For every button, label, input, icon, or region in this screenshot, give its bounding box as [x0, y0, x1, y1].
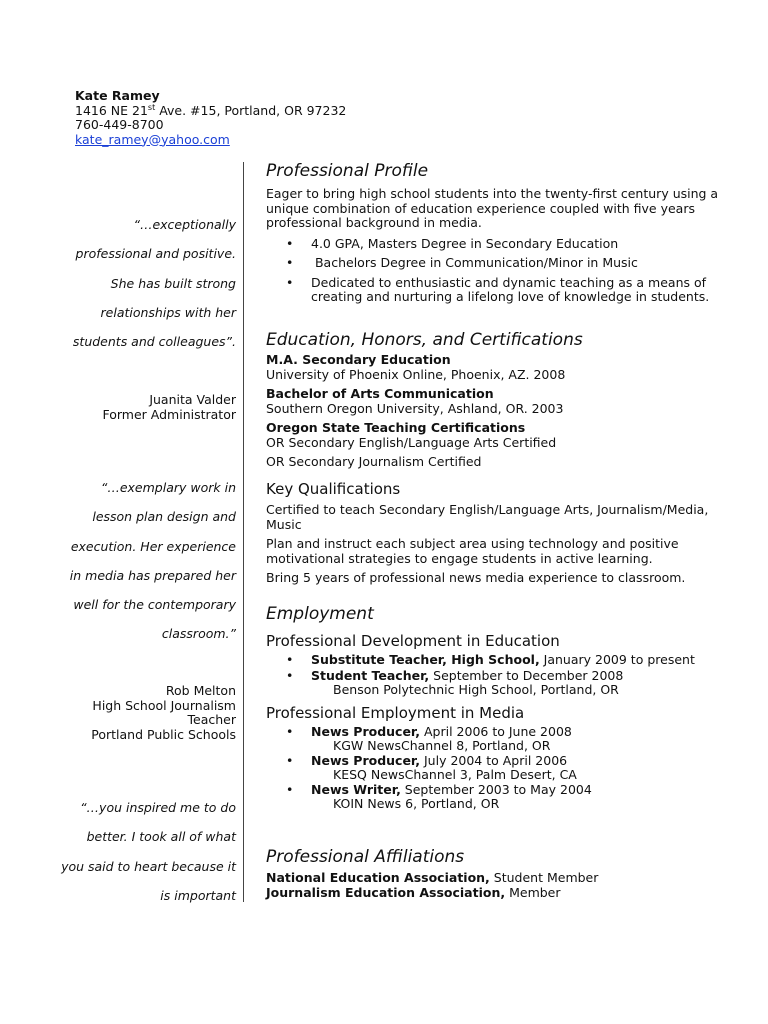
section-title: Education, Honors, and Certifications: [266, 330, 583, 350]
bullet-icon: •: [286, 723, 294, 739]
job-item: [266, 754, 736, 783]
certifications-title: Oregon State Teaching Certifications: [266, 420, 526, 435]
bullet-icon: •: [286, 752, 294, 768]
job-item: [266, 725, 736, 754]
attribution-title: High School Journalism Teacher: [92, 697, 236, 728]
affiliation-role: Member: [505, 884, 561, 900]
affiliations-section: [266, 846, 736, 900]
job-dates: July 2004 to April 2006: [420, 752, 568, 768]
section-title: Professional Profile: [266, 161, 429, 181]
job-role: News Producer,: [311, 723, 421, 739]
job-item: [266, 669, 736, 698]
column-divider: [243, 162, 244, 902]
qualification-item: Certified to teach Secondary English/Language Arts, Journalism/Media, Music: [266, 502, 709, 532]
bullet-icon: •: [286, 235, 294, 251]
attribution-title: Former Administrator: [102, 406, 236, 422]
attribution-org: Portland Public Schools: [91, 727, 236, 743]
bullet-text: 4.0 GPA, Masters Degree in Secondary Education: [311, 235, 619, 251]
media-jobs: [266, 725, 736, 812]
job-dates: September to December 2008: [429, 667, 624, 683]
affiliation-item: [266, 886, 736, 901]
job-item: [266, 653, 736, 668]
address-street: 1416 NE 21: [75, 102, 148, 118]
list-item: [266, 256, 736, 271]
list-item: [266, 237, 736, 252]
degree-title: M.A. Secondary Education: [266, 352, 451, 367]
degree-school: University of Phoenix Online, Phoenix, AZ. 2008: [266, 366, 566, 382]
attribution-name: Rob Melton: [165, 683, 236, 698]
bullet-icon: •: [286, 667, 294, 683]
qualification-item: Plan and instruct each subject area using technology and positive motivational strategies to engage students in active learning.: [266, 536, 679, 566]
qualifications-section: [266, 480, 736, 586]
employment-section: [266, 603, 736, 812]
subsection-title: Professional Employment in Media: [266, 703, 525, 722]
address-rest: Ave. #15, Portland, OR 97232: [155, 102, 347, 118]
bullet-text: Dedicated to enthusiastic and dynamic teaching as a means of creating and nurturing a lifelong love of knowledge in students.: [311, 274, 710, 304]
job-role: News Producer,: [311, 752, 421, 768]
affiliation-org: Journalism Education Association,: [266, 884, 506, 900]
degree-school: Southern Oregon University, Ashland, OR. 2003: [266, 400, 564, 416]
profile-section: [266, 160, 736, 305]
education-jobs: [266, 653, 736, 698]
address-ordinal: st: [147, 102, 156, 112]
testimonial-quote: “…exemplary work in lesson plan design and execution. Her experience in media has prepared her well for the contemporary classroom.”: [69, 480, 236, 642]
job-role: Substitute Teacher, High School,: [311, 652, 540, 667]
bullet-icon: •: [286, 255, 294, 270]
profile-summary: Eager to bring high school students into the twenty-first century using a unique combination of education experience coupled with five years professional background in media.: [266, 186, 719, 230]
phone: 760-449-8700: [75, 117, 164, 132]
qualification-item: Bring 5 years of professional news media experience to classroom.: [266, 570, 686, 585]
certification: OR Secondary English/Language Arts Certified: [266, 434, 557, 450]
job-role: Student Teacher,: [311, 667, 430, 683]
job-place: Benson Polytechnic High School, Portland, OR: [333, 682, 619, 697]
job-place: KESQ NewsChannel 3, Palm Desert, CA: [333, 767, 577, 782]
education-section: [266, 329, 736, 470]
section-title: Professional Affiliations: [266, 847, 465, 867]
email-link[interactable]: kate_ramey@yahoo.com: [75, 131, 230, 147]
subsection-title: Professional Development in Education: [266, 632, 560, 650]
job-item: [266, 783, 736, 812]
degree-title: Bachelor of Arts Communication: [266, 386, 494, 401]
address: [75, 104, 346, 119]
testimonial-attribution: [60, 684, 236, 743]
testimonial-quote: “…you inspired me to do better. I took all of what you said to heart because it is important: [61, 800, 236, 903]
affiliation-role: Student Member: [489, 870, 599, 885]
certification: OR Secondary Journalism Certified: [266, 454, 482, 469]
section-title: Employment: [266, 604, 374, 624]
affiliation-org: National Education Association,: [266, 870, 490, 885]
job-dates: April 2006 to June 2008: [420, 723, 572, 739]
candidate-name: Kate Ramey: [75, 88, 160, 103]
attribution-name: Juanita Valder: [149, 392, 236, 407]
testimonial-attribution: [60, 393, 236, 422]
job-place: KOIN News 6, Portland, OR: [333, 796, 500, 811]
contact-header: [75, 89, 346, 147]
bullet-icon: •: [286, 652, 294, 667]
job-role: News Writer,: [311, 781, 401, 797]
job-dates: September 2003 to May 2004: [400, 781, 592, 797]
profile-bullets: [266, 237, 736, 305]
job-dates: January 2009 to present: [539, 652, 695, 667]
bullet-icon: •: [286, 274, 294, 290]
bullet-text: Bachelors Degree in Communication/Minor in Music: [311, 255, 638, 270]
list-item: [266, 276, 736, 305]
section-title: Key Qualifications: [266, 480, 401, 498]
job-place: KGW NewsChannel 8, Portland, OR: [333, 738, 551, 753]
testimonial-quote: “…exceptionally professional and positive. She has built strong relationships with her students and colleagues”.: [72, 217, 236, 350]
affiliation-item: [266, 871, 736, 886]
bullet-icon: •: [286, 781, 294, 797]
